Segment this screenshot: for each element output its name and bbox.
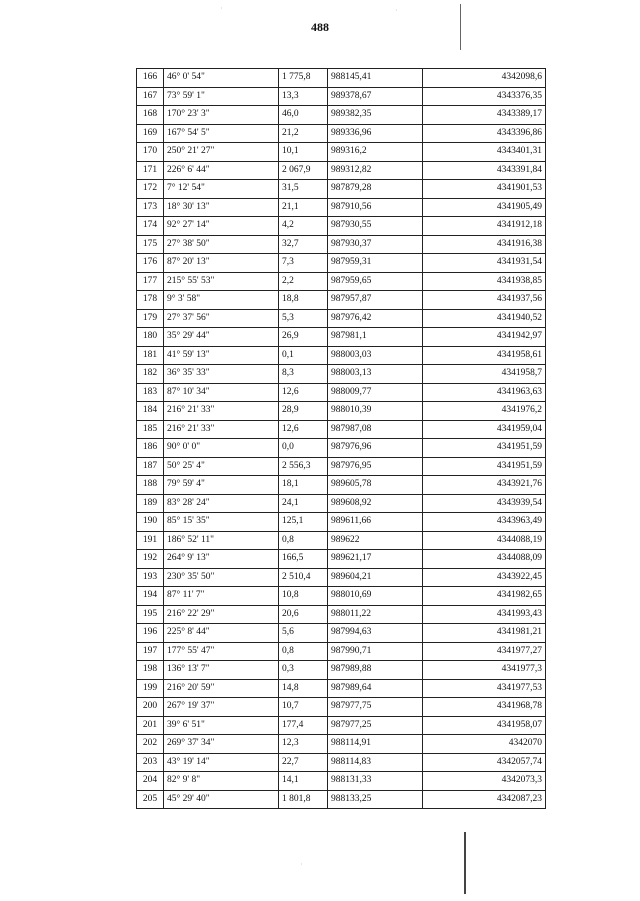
- y-coordinate-cell: 4341993,43: [423, 605, 546, 624]
- table-row: [137, 328, 546, 347]
- table-row: [137, 69, 546, 88]
- angle-cell: 87° 10' 34": [164, 383, 279, 402]
- y-coordinate-cell: 4341958,61: [423, 346, 546, 365]
- length-cell: 10,7: [279, 698, 328, 717]
- point-number-cell: 195: [137, 605, 164, 624]
- y-coordinate-cell: 4341968,78: [423, 698, 546, 717]
- length-cell: 0,8: [279, 642, 328, 661]
- table-row: [137, 309, 546, 328]
- y-coordinate-cell: 4341963,63: [423, 383, 546, 402]
- angle-cell: 264° 9' 13": [164, 550, 279, 569]
- angle-cell: 216° 20' 59": [164, 679, 279, 698]
- angle-cell: 45° 29' 40": [164, 790, 279, 809]
- x-coordinate-cell: 988114,83: [328, 753, 423, 772]
- point-number-cell: 194: [137, 587, 164, 606]
- point-number-cell: 205: [137, 790, 164, 809]
- angle-cell: 85° 15' 35": [164, 513, 279, 532]
- point-number-cell: 175: [137, 235, 164, 254]
- y-coordinate-cell: 4341931,54: [423, 254, 546, 273]
- x-coordinate-cell: 987977,75: [328, 698, 423, 717]
- angle-cell: 92° 27' 14": [164, 217, 279, 236]
- length-cell: 18,1: [279, 476, 328, 495]
- x-coordinate-cell: 987976,95: [328, 457, 423, 476]
- table-row: [137, 624, 546, 643]
- x-coordinate-cell: 989605,78: [328, 476, 423, 495]
- length-cell: 18,8: [279, 291, 328, 310]
- y-coordinate-cell: 4343921,76: [423, 476, 546, 495]
- y-coordinate-cell: 4341958,7: [423, 365, 546, 384]
- length-cell: 5,6: [279, 624, 328, 643]
- point-number-cell: 178: [137, 291, 164, 310]
- scan-speck: ·: [395, 6, 398, 15]
- y-coordinate-cell: 4343389,17: [423, 106, 546, 125]
- length-cell: 21,2: [279, 124, 328, 143]
- y-coordinate-cell: 4343401,31: [423, 143, 546, 162]
- angle-cell: 87° 20' 13": [164, 254, 279, 273]
- y-coordinate-cell: 4341976,2: [423, 402, 546, 421]
- table-row: [137, 87, 546, 106]
- angle-cell: 170° 23' 3": [164, 106, 279, 125]
- angle-cell: 39° 6' 51": [164, 716, 279, 735]
- angle-cell: 27° 37' 56": [164, 309, 279, 328]
- point-number-cell: 171: [137, 161, 164, 180]
- table-row: [137, 235, 546, 254]
- binding-mark-bottom: [464, 832, 466, 894]
- length-cell: 177,4: [279, 716, 328, 735]
- angle-cell: 79° 59' 4": [164, 476, 279, 495]
- x-coordinate-cell: 987910,56: [328, 198, 423, 217]
- angle-cell: 250° 21' 27": [164, 143, 279, 162]
- point-number-cell: 204: [137, 772, 164, 791]
- length-cell: 0,0: [279, 439, 328, 458]
- length-cell: 1 801,8: [279, 790, 328, 809]
- table-row: [137, 513, 546, 532]
- angle-cell: 269° 37' 34": [164, 735, 279, 754]
- x-coordinate-cell: 988009,77: [328, 383, 423, 402]
- y-coordinate-cell: 4341937,56: [423, 291, 546, 310]
- x-coordinate-cell: 987879,28: [328, 180, 423, 199]
- length-cell: 1 775,8: [279, 69, 328, 88]
- length-cell: 22,7: [279, 753, 328, 772]
- x-coordinate-cell: 988133,25: [328, 790, 423, 809]
- x-coordinate-cell: 988010,39: [328, 402, 423, 421]
- x-coordinate-cell: 989316,2: [328, 143, 423, 162]
- point-number-cell: 190: [137, 513, 164, 532]
- point-number-cell: 192: [137, 550, 164, 569]
- table-row: [137, 790, 546, 809]
- point-number-cell: 172: [137, 180, 164, 199]
- point-number-cell: 168: [137, 106, 164, 125]
- length-cell: 8,3: [279, 365, 328, 384]
- point-number-cell: 169: [137, 124, 164, 143]
- table-row: [137, 272, 546, 291]
- length-cell: 24,1: [279, 494, 328, 513]
- length-cell: 26,9: [279, 328, 328, 347]
- x-coordinate-cell: 987981,1: [328, 328, 423, 347]
- table-row: [137, 476, 546, 495]
- length-cell: 12,3: [279, 735, 328, 754]
- table-row: [137, 661, 546, 680]
- x-coordinate-cell: 987990,71: [328, 642, 423, 661]
- table-row: [137, 439, 546, 458]
- table-row: [137, 291, 546, 310]
- point-number-cell: 181: [137, 346, 164, 365]
- y-coordinate-cell: 4341977,53: [423, 679, 546, 698]
- y-coordinate-cell: 4342070: [423, 735, 546, 754]
- length-cell: 2 510,4: [279, 568, 328, 587]
- x-coordinate-cell: 987976,42: [328, 309, 423, 328]
- angle-cell: 216° 21' 33": [164, 402, 279, 421]
- x-coordinate-cell: 989378,67: [328, 87, 423, 106]
- length-cell: 46,0: [279, 106, 328, 125]
- length-cell: 20,6: [279, 605, 328, 624]
- y-coordinate-cell: 4342057,74: [423, 753, 546, 772]
- angle-cell: 216° 22' 29": [164, 605, 279, 624]
- point-number-cell: 182: [137, 365, 164, 384]
- point-number-cell: 202: [137, 735, 164, 754]
- length-cell: 2,2: [279, 272, 328, 291]
- x-coordinate-cell: 987959,65: [328, 272, 423, 291]
- table-row: [137, 143, 546, 162]
- point-number-cell: 180: [137, 328, 164, 347]
- point-number-cell: 177: [137, 272, 164, 291]
- angle-cell: 216° 21' 33": [164, 420, 279, 439]
- table-row: [137, 124, 546, 143]
- angle-cell: 82° 9' 8": [164, 772, 279, 791]
- x-coordinate-cell: 988131,33: [328, 772, 423, 791]
- x-coordinate-cell: 989312,82: [328, 161, 423, 180]
- table-row: [137, 346, 546, 365]
- table-row: [137, 735, 546, 754]
- length-cell: 32,7: [279, 235, 328, 254]
- y-coordinate-cell: 4343396,86: [423, 124, 546, 143]
- angle-cell: 41° 59' 13": [164, 346, 279, 365]
- point-number-cell: 179: [137, 309, 164, 328]
- point-number-cell: 187: [137, 457, 164, 476]
- x-coordinate-cell: 988114,91: [328, 735, 423, 754]
- point-number-cell: 174: [137, 217, 164, 236]
- table-row: [137, 457, 546, 476]
- coordinates-table-body: [137, 69, 546, 809]
- length-cell: 0,3: [279, 661, 328, 680]
- angle-cell: 215° 55' 53": [164, 272, 279, 291]
- x-coordinate-cell: 989336,96: [328, 124, 423, 143]
- table-row: [137, 587, 546, 606]
- y-coordinate-cell: 4341916,38: [423, 235, 546, 254]
- table-row: [137, 161, 546, 180]
- x-coordinate-cell: 987989,64: [328, 679, 423, 698]
- y-coordinate-cell: 4341977,27: [423, 642, 546, 661]
- angle-cell: 9° 3' 58": [164, 291, 279, 310]
- y-coordinate-cell: 4341905,49: [423, 198, 546, 217]
- table-row: [137, 420, 546, 439]
- point-number-cell: 191: [137, 531, 164, 550]
- y-coordinate-cell: 4341977,3: [423, 661, 546, 680]
- y-coordinate-cell: 4341938,85: [423, 272, 546, 291]
- x-coordinate-cell: 987977,25: [328, 716, 423, 735]
- x-coordinate-cell: 988003,03: [328, 346, 423, 365]
- y-coordinate-cell: 4343922,45: [423, 568, 546, 587]
- point-number-cell: 184: [137, 402, 164, 421]
- angle-cell: 267° 19' 37": [164, 698, 279, 717]
- length-cell: 0,1: [279, 346, 328, 365]
- point-number-cell: 167: [137, 87, 164, 106]
- angle-cell: 35° 29' 44": [164, 328, 279, 347]
- point-number-cell: 199: [137, 679, 164, 698]
- x-coordinate-cell: 988003,13: [328, 365, 423, 384]
- angle-cell: 225° 8' 44": [164, 624, 279, 643]
- table-row: [137, 254, 546, 273]
- length-cell: 5,3: [279, 309, 328, 328]
- x-coordinate-cell: 989621,17: [328, 550, 423, 569]
- table-row: [137, 365, 546, 384]
- table-row: [137, 605, 546, 624]
- x-coordinate-cell: 988011,22: [328, 605, 423, 624]
- point-number-cell: 173: [137, 198, 164, 217]
- x-coordinate-cell: 987930,55: [328, 217, 423, 236]
- table-row: [137, 642, 546, 661]
- x-coordinate-cell: 987989,88: [328, 661, 423, 680]
- y-coordinate-cell: 4341958,07: [423, 716, 546, 735]
- point-number-cell: 166: [137, 69, 164, 88]
- length-cell: 12,6: [279, 420, 328, 439]
- length-cell: 21,1: [279, 198, 328, 217]
- table-row: [137, 217, 546, 236]
- angle-cell: 167° 54' 5": [164, 124, 279, 143]
- y-coordinate-cell: 4343963,49: [423, 513, 546, 532]
- table-row: [137, 494, 546, 513]
- angle-cell: 50° 25' 4": [164, 457, 279, 476]
- y-coordinate-cell: 4342073,3: [423, 772, 546, 791]
- length-cell: 28,9: [279, 402, 328, 421]
- length-cell: 14,1: [279, 772, 328, 791]
- x-coordinate-cell: 989611,66: [328, 513, 423, 532]
- x-coordinate-cell: 987957,87: [328, 291, 423, 310]
- length-cell: 0,8: [279, 531, 328, 550]
- length-cell: 31,5: [279, 180, 328, 199]
- table-row: [137, 531, 546, 550]
- point-number-cell: 203: [137, 753, 164, 772]
- angle-cell: 226° 6' 44": [164, 161, 279, 180]
- point-number-cell: 197: [137, 642, 164, 661]
- point-number-cell: 188: [137, 476, 164, 495]
- length-cell: 13,3: [279, 87, 328, 106]
- x-coordinate-cell: 989608,92: [328, 494, 423, 513]
- angle-cell: 18° 30' 13": [164, 198, 279, 217]
- angle-cell: 230° 35' 50": [164, 568, 279, 587]
- angle-cell: 90° 0' 0": [164, 439, 279, 458]
- point-number-cell: 170: [137, 143, 164, 162]
- scan-speck: ·: [220, 4, 223, 13]
- angle-cell: 7° 12' 54": [164, 180, 279, 199]
- point-number-cell: 189: [137, 494, 164, 513]
- length-cell: 10,1: [279, 143, 328, 162]
- angle-cell: 46° 0' 54": [164, 69, 279, 88]
- point-number-cell: 183: [137, 383, 164, 402]
- angle-cell: 177° 55' 47": [164, 642, 279, 661]
- table-row: [137, 180, 546, 199]
- angle-cell: 136° 13' 7": [164, 661, 279, 680]
- length-cell: 166,5: [279, 550, 328, 569]
- table-row: [137, 198, 546, 217]
- length-cell: 10,8: [279, 587, 328, 606]
- y-coordinate-cell: 4342098,6: [423, 69, 546, 88]
- angle-cell: 83° 28' 24": [164, 494, 279, 513]
- point-number-cell: 185: [137, 420, 164, 439]
- table-row: [137, 716, 546, 735]
- y-coordinate-cell: 4341982,65: [423, 587, 546, 606]
- y-coordinate-cell: 4344088,19: [423, 531, 546, 550]
- y-coordinate-cell: 4341951,59: [423, 457, 546, 476]
- table-row: [137, 679, 546, 698]
- table-row: [137, 550, 546, 569]
- table-row: [137, 106, 546, 125]
- angle-cell: 73° 59' 1": [164, 87, 279, 106]
- y-coordinate-cell: 4344088,09: [423, 550, 546, 569]
- length-cell: 125,1: [279, 513, 328, 532]
- point-number-cell: 186: [137, 439, 164, 458]
- table-row: [137, 753, 546, 772]
- point-number-cell: 176: [137, 254, 164, 273]
- x-coordinate-cell: 987959,31: [328, 254, 423, 273]
- y-coordinate-cell: 4341951,59: [423, 439, 546, 458]
- point-number-cell: 193: [137, 568, 164, 587]
- length-cell: 2 556,3: [279, 457, 328, 476]
- coordinates-table: [136, 68, 546, 809]
- length-cell: 7,3: [279, 254, 328, 273]
- y-coordinate-cell: 4343391,84: [423, 161, 546, 180]
- point-number-cell: 196: [137, 624, 164, 643]
- y-coordinate-cell: 4341942,97: [423, 328, 546, 347]
- x-coordinate-cell: 987976,96: [328, 439, 423, 458]
- length-cell: 12,6: [279, 383, 328, 402]
- angle-cell: 27° 38' 50": [164, 235, 279, 254]
- x-coordinate-cell: 988010,69: [328, 587, 423, 606]
- angle-cell: 36° 35' 33": [164, 365, 279, 384]
- x-coordinate-cell: 989604,21: [328, 568, 423, 587]
- length-cell: 2 067,9: [279, 161, 328, 180]
- y-coordinate-cell: 4341901,53: [423, 180, 546, 199]
- y-coordinate-cell: 4341912,18: [423, 217, 546, 236]
- x-coordinate-cell: 987930,37: [328, 235, 423, 254]
- point-number-cell: 201: [137, 716, 164, 735]
- y-coordinate-cell: 4342087,23: [423, 790, 546, 809]
- y-coordinate-cell: 4343939,54: [423, 494, 546, 513]
- scan-speck: ·: [300, 860, 303, 869]
- y-coordinate-cell: 4343376,35: [423, 87, 546, 106]
- x-coordinate-cell: 989622: [328, 531, 423, 550]
- y-coordinate-cell: 4341959,04: [423, 420, 546, 439]
- angle-cell: 186° 52' 11": [164, 531, 279, 550]
- point-number-cell: 198: [137, 661, 164, 680]
- length-cell: 4,2: [279, 217, 328, 236]
- angle-cell: 87° 11' 7": [164, 587, 279, 606]
- point-number-cell: 200: [137, 698, 164, 717]
- page-number: 488: [311, 20, 329, 34]
- length-cell: 14,8: [279, 679, 328, 698]
- table-row: [137, 568, 546, 587]
- y-coordinate-cell: 4341981,21: [423, 624, 546, 643]
- x-coordinate-cell: 987987,08: [328, 420, 423, 439]
- table-row: [137, 698, 546, 717]
- angle-cell: 43° 19' 14": [164, 753, 279, 772]
- y-coordinate-cell: 4341940,52: [423, 309, 546, 328]
- x-coordinate-cell: 987994,63: [328, 624, 423, 643]
- table-row: [137, 402, 546, 421]
- x-coordinate-cell: 988145,41: [328, 69, 423, 88]
- table-row: [137, 383, 546, 402]
- table-row: [137, 772, 546, 791]
- x-coordinate-cell: 989382,35: [328, 106, 423, 125]
